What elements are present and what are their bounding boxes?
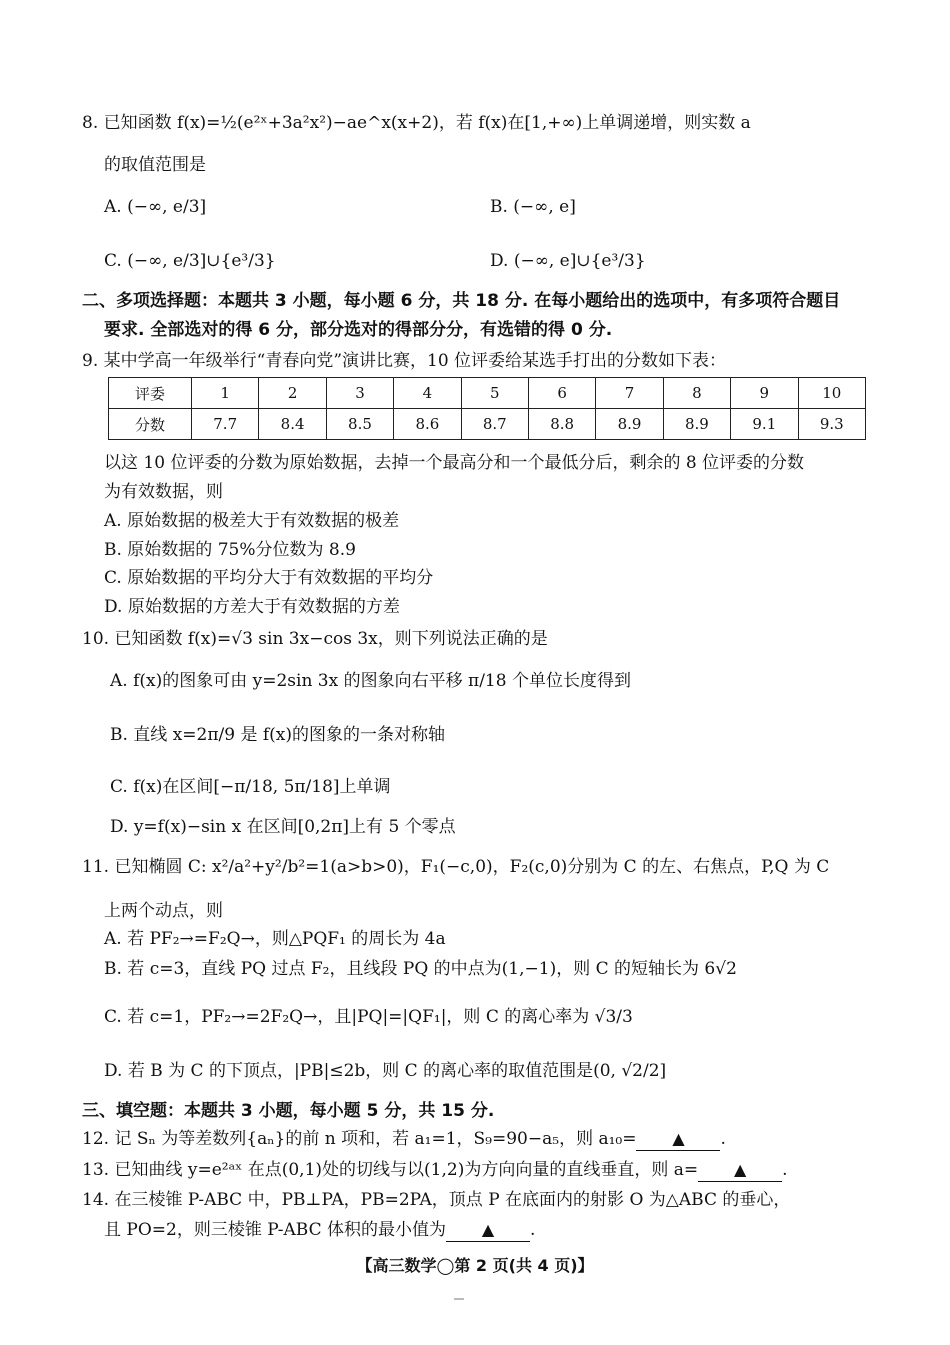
table-cell: 8.8	[528, 409, 595, 440]
table-row	[109, 409, 866, 440]
q10-stem: 10. 已知函数 f(x)=√3 sin 3x−cos 3x，则下列说法正确的是	[82, 629, 548, 649]
q14-text: 且 PO=2，则三棱锥 P-ABC 体积的最小值为	[104, 1220, 446, 1240]
q8-option-a: A. (−∞, e/3]	[104, 197, 207, 217]
q11-option-a: A. 若 PF₂→=F₂Q→，则△PQF₁ 的周长为 4a	[104, 929, 446, 949]
q12-line: 12. 记 Sₙ 为等差数列{aₙ}的前 n 项和，若 a₁=1，S₉=90−a₅，则 a₁₀= ▲ .	[82, 1129, 726, 1149]
table-cell: 8.9	[663, 409, 730, 440]
q13-text: 13. 已知曲线 y=e²ᵃˣ 在点(0,1)处的切线与以(1,2)为方向向量的直线垂直，则 a=	[82, 1160, 699, 1180]
table-cell: 分数	[109, 409, 192, 440]
table-cell: 7	[596, 378, 663, 409]
q8-stem-line1: 8. 已知函数 f(x)=½(e²ˣ+3a²x²)−ae^x(x+2)，若 f(x)在[1,+∞)上单调递增，则实数 a	[82, 113, 751, 133]
q8-option-d: D. (−∞, e]∪{e³/3}	[490, 251, 646, 271]
table-cell: 8.9	[596, 409, 663, 440]
q10-option-b: B. 直线 x=2π/9 是 f(x)的图象的一条对称轴	[110, 725, 446, 745]
q9-option-d: D. 原始数据的方差大于有效数据的方差	[104, 597, 400, 617]
table-cell: 7.7	[192, 409, 259, 440]
divider	[454, 1298, 464, 1300]
q14-answer-blank[interactable]	[446, 1219, 530, 1242]
triangle-icon: ▲	[733, 1160, 747, 1179]
table-cell: 10	[798, 378, 865, 409]
q9-score-table	[108, 377, 866, 440]
triangle-icon: ▲	[672, 1129, 685, 1148]
table-cell: 4	[394, 378, 461, 409]
q10-option-a: A. f(x)的图象可由 y=2sin 3x 的图象向右平移 π/18 个单位长度得到	[110, 671, 631, 691]
q9-option-a: A. 原始数据的极差大于有效数据的极差	[104, 511, 400, 531]
q12-answer-blank[interactable]	[636, 1128, 720, 1151]
table-cell: 8.5	[326, 409, 393, 440]
table-cell: 8	[663, 378, 730, 409]
q14-line1: 14. 在三棱锥 P-ABC 中，PB⊥PA，PB=2PA，顶点 P 在底面内的射影 O 为△ABC 的垂心，	[82, 1190, 791, 1210]
q9-option-c: C. 原始数据的平均分大于有效数据的平均分	[104, 568, 434, 588]
q8-stem-line2: 的取值范围是	[104, 155, 206, 175]
q11-stem-line2: 上两个动点，则	[104, 901, 223, 921]
q8-option-c: C. (−∞, e/3]∪{e³/3}	[104, 251, 276, 271]
q11-stem-line1: 11. 已知椭圆 C: x²/a²+y²/b²=1(a>b>0)，F₁(−c,0)，F₂(c,0)分别为 C 的左、右焦点，P,Q 为 C	[82, 857, 830, 877]
q9-text-line1: 以这 10 位评委的分数为原始数据，去掉一个最高分和一个最低分后，剩余的 8 位评委的分数	[104, 453, 805, 473]
table-cell: 9.3	[798, 409, 865, 440]
q9-option-b: B. 原始数据的 75%分位数为 8.9	[104, 540, 356, 560]
table-cell: 评委	[109, 378, 192, 409]
q13-answer-blank[interactable]	[698, 1159, 782, 1182]
table-cell: 8.6	[394, 409, 461, 440]
section2-heading-line1: 二、多项选择题：本题共 3 小题，每小题 6 分，共 18 分. 在每小题给出的选项中，有多项符合题目	[82, 291, 841, 311]
q13-line: 13. 已知曲线 y=e²ᵃˣ 在点(0,1)处的切线与以(1,2)为方向向量的直线垂直，则 a= ▲ .	[82, 1160, 788, 1180]
section3-heading: 三、填空题：本题共 3 小题，每小题 5 分，共 15 分.	[82, 1101, 495, 1121]
table-cell: 6	[528, 378, 595, 409]
table-cell: 5	[461, 378, 528, 409]
section2-heading-line2: 要求. 全部选对的得 6 分，部分选对的得部分分，有选错的得 0 分.	[104, 320, 613, 340]
q10-option-d: D. y=f(x)−sin x 在区间[0,2π]上有 5 个零点	[110, 817, 456, 837]
page-footer: 【高三数学◯第 2 页(共 4 页)】	[356, 1256, 594, 1275]
table-cell: 2	[259, 378, 326, 409]
q11-option-b: B. 若 c=3，直线 PQ 过点 F₂，且线段 PQ 的中点为(1,−1)，则 C 的短轴长为 6√2	[104, 959, 737, 979]
triangle-icon: ▲	[481, 1220, 495, 1239]
table-cell: 8.7	[461, 409, 528, 440]
table-cell: 3	[326, 378, 393, 409]
table-cell: 9.1	[731, 409, 798, 440]
table-cell: 9	[731, 378, 798, 409]
q14-line2: 且 PO=2，则三棱锥 P-ABC 体积的最小值为 ▲ .	[104, 1220, 536, 1240]
table-row	[109, 378, 866, 409]
q10-option-c: C. f(x)在区间[−π/18, 5π/18]上单调	[110, 777, 391, 797]
q12-text: 12. 记 Sₙ 为等差数列{aₙ}的前 n 项和，若 a₁=1，S₉=90−a₅，则 a₁₀=	[82, 1129, 637, 1149]
q11-option-c: C. 若 c=1，PF₂→=2F₂Q→，且|PQ|=|QF₁|，则 C 的离心率为 √3/3	[104, 1007, 633, 1027]
q9-stem: 9. 某中学高一年级举行“青春向党”演讲比赛，10 位评委给某选手打出的分数如下表：	[82, 351, 727, 371]
table-cell: 8.4	[259, 409, 326, 440]
q11-option-d: D. 若 B 为 C 的下顶点，|PB|≤2b，则 C 的离心率的取值范围是(0, √2/2]	[104, 1061, 667, 1081]
table-cell: 1	[192, 378, 259, 409]
q8-option-b: B. (−∞, e]	[490, 197, 576, 217]
q9-text-line2: 为有效数据，则	[104, 482, 223, 502]
